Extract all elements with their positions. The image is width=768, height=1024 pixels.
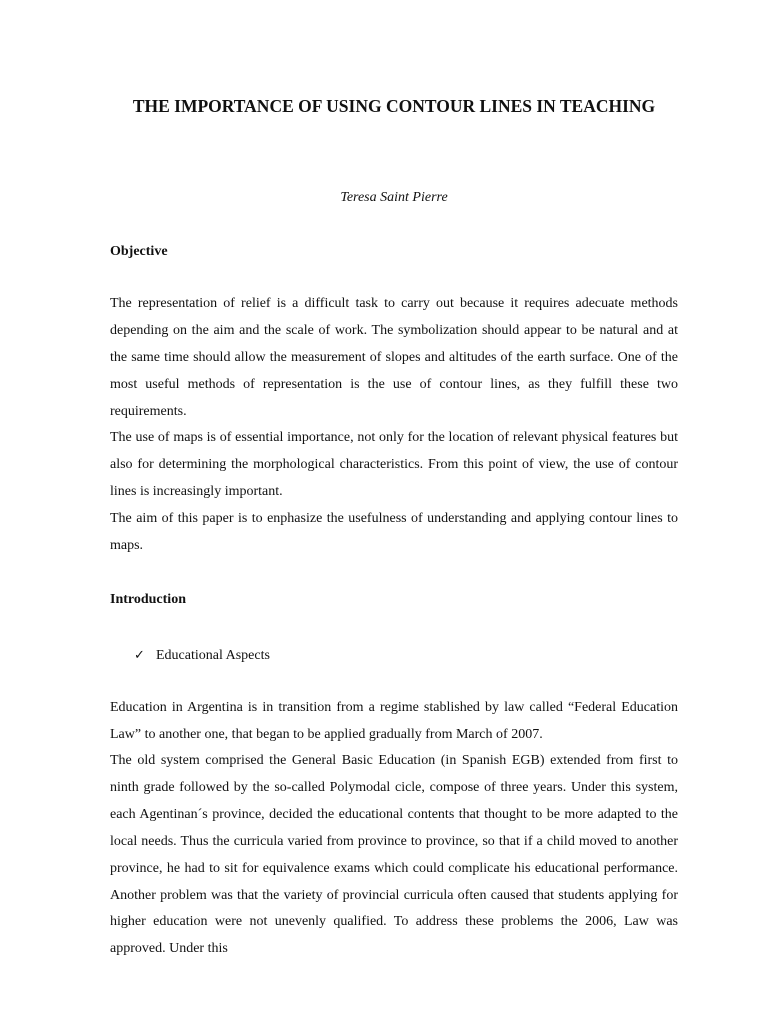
objective-paragraph-2: The use of maps is of essential importance, not only for the location of relevant physical features but also for determining the morphological characteristics. From this point of view, the use of contour lines is increasingly important. <box>110 430 678 499</box>
check-icon: ✓ <box>134 647 145 662</box>
objective-paragraph-1: The representation of relief is a difficult task to carry out because it requires adecuate methods depending on the aim and the scale of work. The symbolization should appear to be natural and at the same time should allow the measurement of slopes and altitudes of the earth surface. One of the most useful methods of representation is the use of contour lines, as they fulfill these two requirements. <box>110 296 678 419</box>
introduction-heading: Introduction <box>110 592 186 607</box>
objective-paragraph-3: The aim of this paper is to enphasize the usefulness of understanding and applying contour lines to maps. <box>110 511 678 553</box>
objective-heading: Objective <box>110 244 168 259</box>
bullet-label: Educational Aspects <box>156 648 270 663</box>
introduction-paragraph-1: Education in Argentina is in transition from a regime stablished by law called “Federal Education Law” to another one, that began to be applied gradually from March of 2007. <box>110 700 678 742</box>
paper-title: THE IMPORTANCE OF USING CONTOUR LINES IN TEACHING <box>132 96 656 116</box>
bullet-item <box>134 645 654 666</box>
author-name: Teresa Saint Pierre <box>340 190 448 205</box>
introduction-paragraph-2: The old system comprised the General Basic Education (in Spanish EGB) extended from first to ninth grade followed by the so-called Polymodal cicle, compose of three years. Under this system, each Agentinan´s province, decided the educational contents that thought to be more adapted to the local needs. Thus the curricula varied from province to province, so that if a child moved to another province, he had to sit for equivalence exams which could complicate his educational performance. Another problem was that the variety of provincial curricula often caused that students applying for higher education were not unevenly qualified. To address these problems the 2006, Law was approved. Under this <box>110 753 678 957</box>
